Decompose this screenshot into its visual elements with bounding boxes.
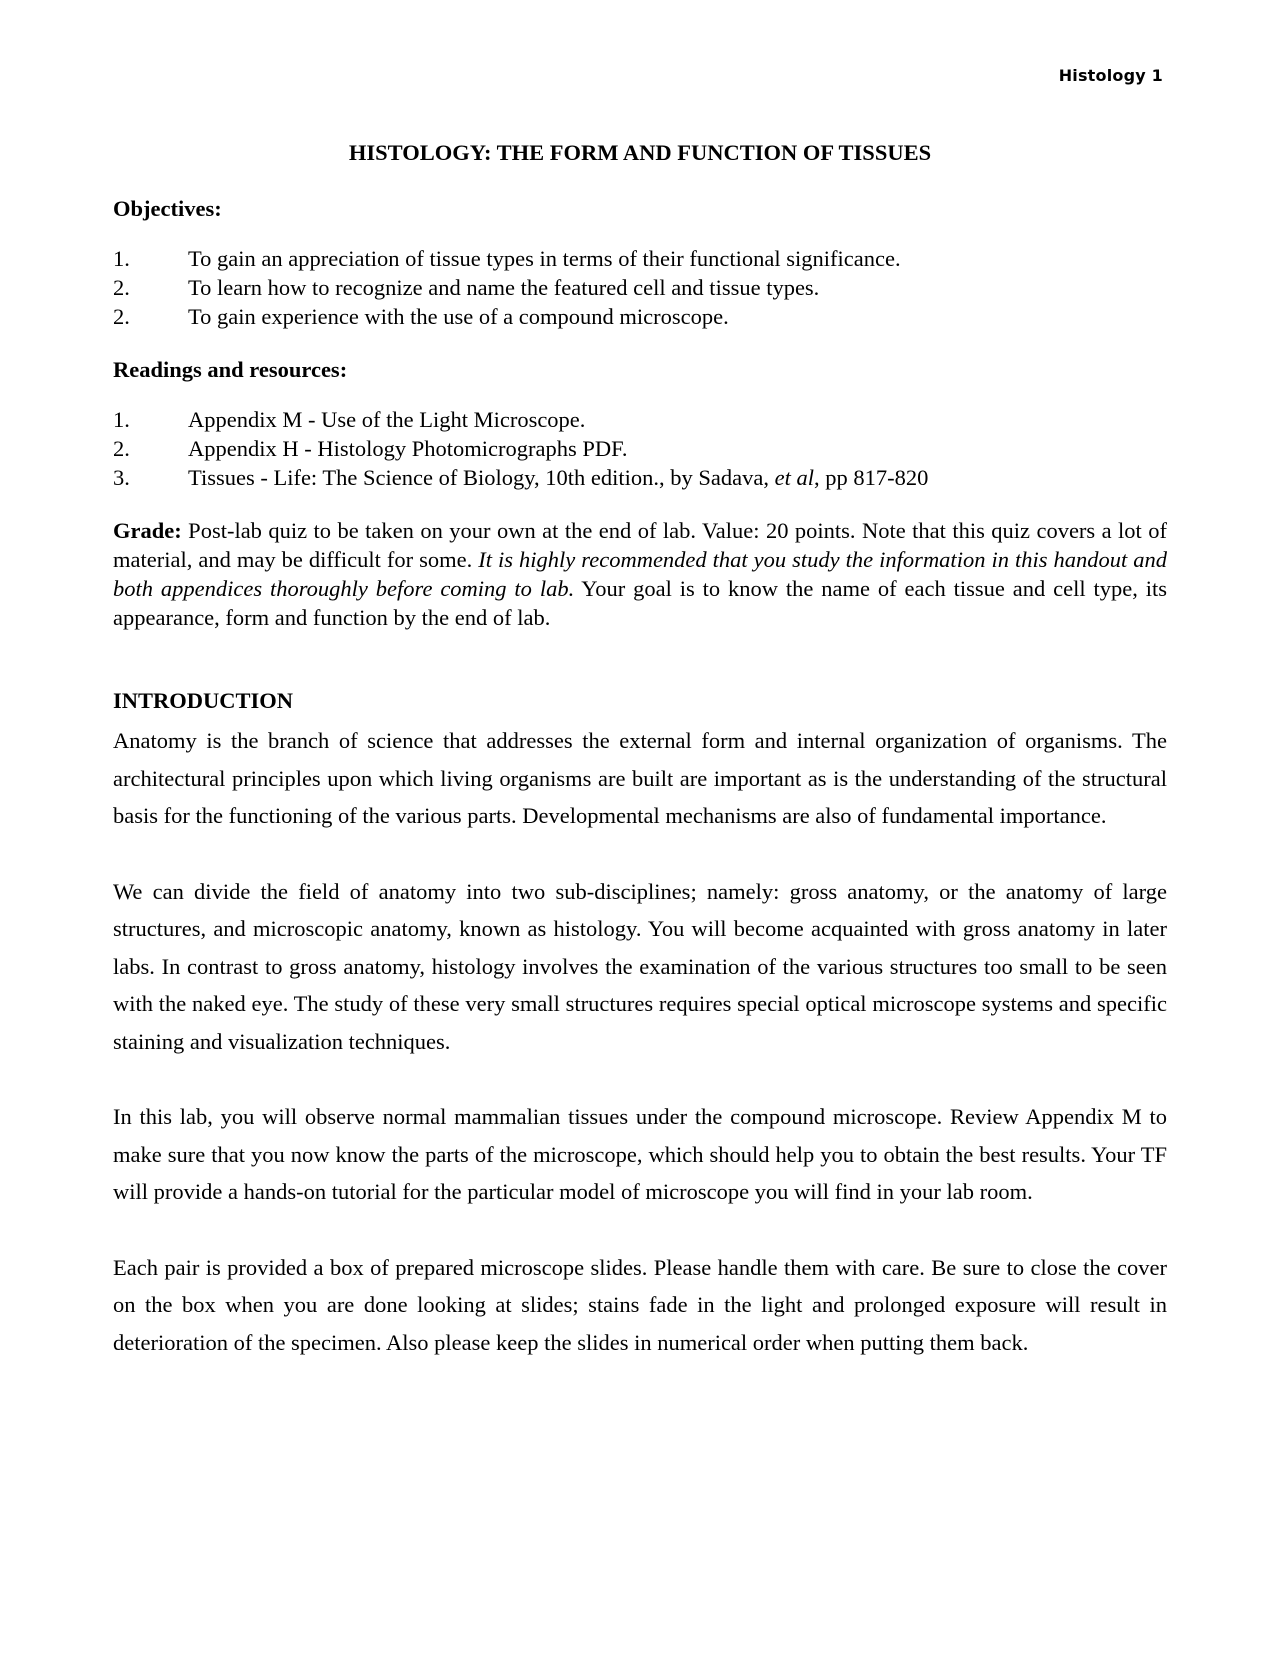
running-header: Histology 1 (1058, 66, 1163, 85)
list-item (113, 405, 1167, 434)
introduction-heading: INTRODUCTION (113, 688, 294, 713)
list-item (113, 463, 1167, 492)
reading-text-end: , pp 817-820 (813, 465, 929, 490)
readings-list (113, 405, 1167, 492)
intro-paragraph-2: We can divide the field of anatomy into two sub-disciplines; namely: gross anatomy, or the anatomy of large structures, and microscopic anatomy, known as histology. You will become acquainted with gross anatomy in later labs. In contrast to gross anatomy, histology involves the examination of the various structures too small to be seen with the naked eye. The study of these very small structures requires special optical microscope systems and specific staining and visualization techniques. (113, 878, 1167, 1054)
objectives-label: Objectives: (113, 196, 222, 221)
intro-paragraph-3: In this lab, you will observe normal mammalian tissues under the compound microscope. Review Appendix M to make sure that you now know the parts of the microscope, which should help you to obtain the best results. Your TF will provide a hands-on tutorial for the particular model of microscope you will find in your lab room. (113, 1104, 1167, 1204)
intro-paragraph-1: Anatomy is the branch of science that addresses the external form and internal organization of organisms. The architectural principles upon which living organisms are built are important as is the understanding of the structural basis for the functioning of the various parts. Developmental mechanisms are also of fundamental importance. (113, 728, 1167, 828)
list-number: 2. (113, 275, 130, 300)
document-body (113, 138, 1167, 1399)
list-text: Appendix M - Use of the Light Microscope. (188, 407, 586, 432)
grade-text-start: Post-lab quiz to be taken on your own at the end of lab. Value: 20 points. Note that this quiz covers a lot of material, and may be difficult for some. (113, 518, 1167, 572)
objectives-list (113, 244, 1167, 331)
list-item (113, 244, 1167, 273)
list-item (113, 302, 1167, 331)
list-text: To gain experience with the use of a compound microscope. (188, 304, 729, 329)
list-text: To gain an appreciation of tissue types in terms of their functional significance. (188, 246, 901, 271)
list-text: Appendix H - Histology Photomicrographs PDF. (188, 436, 628, 461)
list-text (188, 463, 928, 492)
list-item (113, 273, 1167, 302)
list-number: 1. (113, 246, 130, 271)
grade-text-end: Your goal is to know the name of each tissue and cell type, its appearance, form and function by the end of lab. (113, 576, 1167, 630)
grade-paragraph (113, 516, 1167, 632)
grade-label: Grade: (113, 518, 182, 543)
list-number: 1. (113, 407, 130, 432)
list-number: 3. (113, 465, 130, 490)
intro-paragraph-4: Each pair is provided a box of prepared microscope slides. Please handle them with care. Be sure to close the cover on the box when you are done looking at slides; stains fade in the light and prolonged exposure will result in deterioration of the specimen. Also please keep the slides in numerical order when putting them back. (113, 1254, 1167, 1355)
list-number: 2. (113, 304, 130, 329)
document-title: HISTOLOGY: THE FORM AND FUNCTION OF TISSUES (348, 140, 932, 165)
reading-text-start: Tissues - Life: The Science of Biology, 10th edition., by Sadava, (188, 465, 775, 490)
grade-recommendation: It is highly recommended that you study the information in this handout and both appendices thoroughly before coming to lab. (113, 547, 1167, 601)
reading-text-italic: et al (774, 465, 814, 490)
list-text: To learn how to recognize and name the featured cell and tissue types. (188, 275, 820, 300)
list-number: 2. (113, 436, 130, 461)
list-item (113, 434, 1167, 463)
readings-label: Readings and resources: (113, 357, 348, 382)
